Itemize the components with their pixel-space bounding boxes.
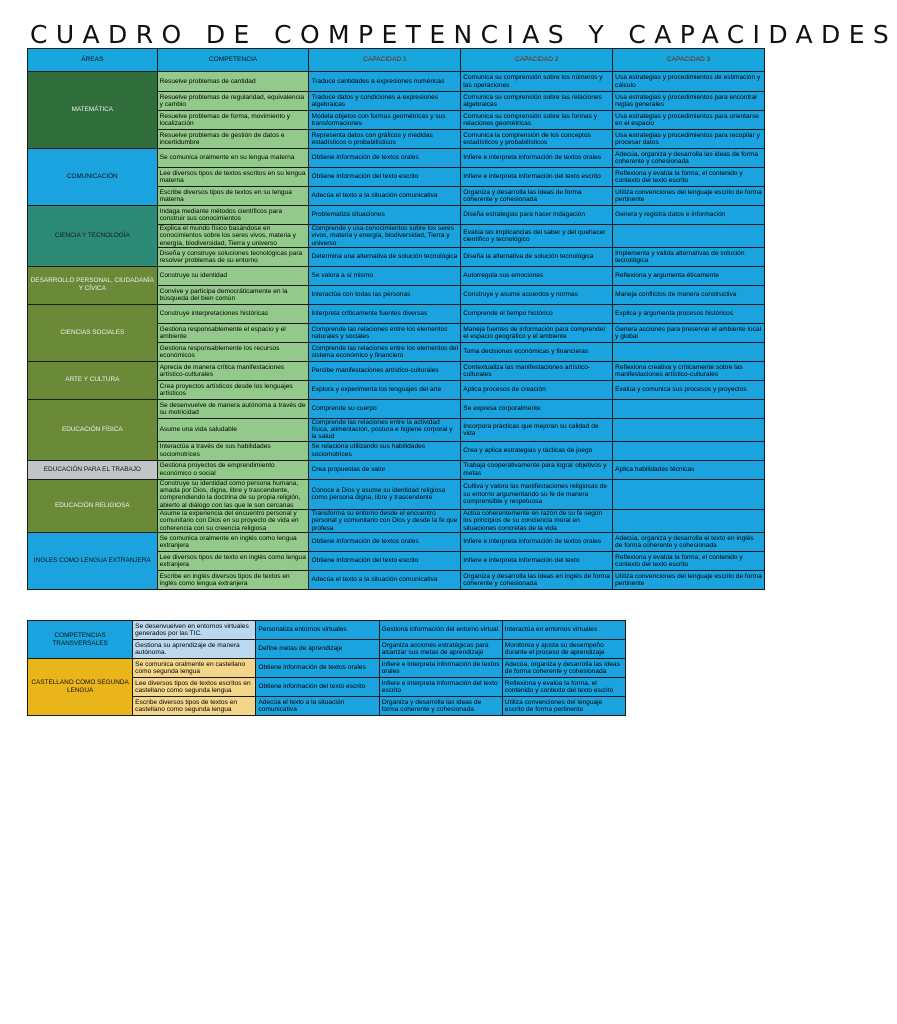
competencia-cell: Indaga mediante métodos científicos para construir sus conocimientos	[157, 206, 309, 225]
table-row	[28, 399, 765, 418]
capacidad-1-cell: Representa datos con gráficos y medidas estadísticos o probabilísticos	[309, 130, 461, 149]
capacidad-1-cell: Traduce cantidades a expresiones numéricas	[309, 72, 461, 92]
capacidad-3-cell: Reflexiona y evalúa la forma, el contenido y contexto del texto escrito	[613, 168, 765, 187]
capacidad-1-cell: Obtiene información del texto escrito	[309, 551, 461, 570]
capacidad-2-cell: Incorpora prácticas que mejoran su calidad de vida	[461, 418, 613, 441]
competencia-cell: Construye interpretaciones históricas	[157, 304, 309, 323]
competencia-cell: Diseña y construye soluciones tecnológicas para resolver problemas de su entorno	[157, 247, 309, 266]
capacidad-2-cell: Comprende el tiempo histórico	[461, 304, 613, 323]
table-row	[28, 479, 765, 509]
capacidad-2-cell: Toma decisiones económicas y financieras	[461, 342, 613, 361]
header-capacidad-3: CAPACIDAD 3	[613, 49, 765, 72]
capacidad-3-cell	[613, 225, 765, 248]
capacidad-1-cell: Se valora a sí mismo	[309, 266, 461, 285]
capacidad-2-cell: Comunica la comprensión de los conceptos estadísticos y probabilísticos	[461, 130, 613, 149]
table-row	[28, 460, 765, 479]
header-capacidad-2: CAPACIDAD 2	[461, 49, 613, 72]
capacidad-1-cell: Comprende su cuerpo	[309, 399, 461, 418]
capacidad-3-cell: Reflexiona y argumenta éticamente	[613, 266, 765, 285]
area-cell: EDUCACIÓN FÍSICA	[28, 399, 158, 460]
table-row	[28, 304, 765, 323]
competencia-cell: Gestiona su aprendizaje de manera autónoma.	[133, 640, 256, 659]
competencia-cell: Se comunica oralmente en inglés como lengua extranjera	[157, 532, 309, 551]
capacidad-1-cell: Obtiene información de textos orales	[256, 659, 379, 678]
capacidad-2-cell: Se expresa corporalmente	[461, 399, 613, 418]
competencia-cell: Resuelve problemas de regularidad, equivalencia y cambio	[157, 92, 309, 111]
capacidad-3-cell	[613, 342, 765, 361]
table-row	[28, 659, 626, 678]
capacidad-2-cell: Evalúa las implicancias del saber y del quehacer científico y tecnológico	[461, 225, 613, 248]
capacidad-3-cell: Usa estrategias y procedimientos para recopilar y procesar datos	[613, 130, 765, 149]
competencia-cell: Lee diversos tipos de textos escritos en castellano como segunda lengua	[133, 678, 256, 697]
capacidad-1-cell: Obtiene información del texto escrito	[309, 168, 461, 187]
capacidad-2-cell: Organiza acciones estratégicas para alcanzar sus metas de aprendizaje	[379, 640, 502, 659]
capacidad-3-cell	[613, 418, 765, 441]
page-title: CUADRO DE COMPETENCIAS Y CAPACIDADES	[30, 20, 897, 49]
capacidad-2-cell: Gestiona información del entorno virtual	[379, 621, 502, 640]
capacidad-2-cell: Comunica su comprensión sobre las relaciones algebraicas	[461, 92, 613, 111]
competencia-cell: Construye su identidad como persona humana, amada por Dios, digna, libre y trascendente, comprendiendo la doctrina de su propia religión, abierto al diálogo con las que le son cercanas	[157, 479, 309, 509]
capacidad-1-cell: Adecúa el texto a la situación comunicativa	[256, 697, 379, 716]
capacidad-2-cell: Trabaja cooperativamente para lograr objetivos y metas	[461, 460, 613, 479]
capacidad-1-cell: Percibe manifestaciones artístico-culturales	[309, 361, 461, 380]
area-cell: EDUCACIÓN PARA EL TRABAJO	[28, 460, 158, 479]
capacidad-1-cell: Traduce datos y condiciones a expresiones algebraicas	[309, 92, 461, 111]
capacidad-3-cell: Utiliza convenciones del lenguaje escrito de forma pertinente	[613, 187, 765, 206]
capacidad-3-cell: Explica y argumenta procesos históricos	[613, 304, 765, 323]
area-cell: EDUCACIÓN RELIGIOSA	[28, 479, 158, 532]
capacidad-1-cell: Explora y experimenta los lenguajes del arte	[309, 380, 461, 399]
competencia-cell: Resuelve problemas de cantidad	[157, 72, 309, 92]
capacidad-2-cell: Comunica su comprensión sobre los números y las operaciones	[461, 72, 613, 92]
area-cell: COMPETENCIAS TRANSVERSALES	[28, 621, 133, 659]
capacidad-1-cell: Interactúa con todas las personas	[309, 285, 461, 304]
capacidad-2-cell: Autorregula sus emociones	[461, 266, 613, 285]
header-capacidad-1: CAPACIDAD 1	[309, 49, 461, 72]
competencia-cell: Gestiona responsablemente los recursos económicos	[157, 342, 309, 361]
capacidad-3-cell: Adecúa, organiza y desarrolla el texto en inglés de forma coherente y cohesionada	[613, 532, 765, 551]
area-cell: DESARROLLO PERSONAL, CIUDADANÍA Y CÍVICA	[28, 266, 158, 304]
capacidad-1-cell: Determina una alternativa de solución tecnológica	[309, 247, 461, 266]
capacidad-3-cell: Usa estrategias y procedimientos para orientarse en el espacio	[613, 111, 765, 130]
capacidad-3-cell	[613, 399, 765, 418]
competencia-cell: Gestiona responsablemente el espacio y el ambiente	[157, 323, 309, 342]
capacidad-2-cell: Organiza y desarrolla las ideas de forma coherente y cohesionada	[461, 187, 613, 206]
capacidad-1-cell: Comprende y usa conocimientos sobre los seres vivos, materia y energía, biodiversidad, Tierra y universo	[309, 225, 461, 248]
capacidad-1-cell: Adecúa el texto a la situación comunicativa	[309, 570, 461, 589]
competencia-cell: Interactúa a través de sus habilidades sociomotrices	[157, 441, 309, 460]
capacidad-2-cell: Organiza y desarrolla las ideas en inglés de forma coherente y cohesionada	[461, 570, 613, 589]
capacidad-1-cell: Comprende las relaciones entre la actividad física, alimentación, postura e higiene corporal y la salud	[309, 418, 461, 441]
area-cell: ARTE Y CULTURA	[28, 361, 158, 399]
area-cell: COMUNICACIÓN	[28, 149, 158, 206]
capacidad-3-cell: Usa estrategias y procedimientos para encontrar reglas generales	[613, 92, 765, 111]
competencia-cell: Construye su identidad	[157, 266, 309, 285]
capacidad-2-cell: Infiere e interpreta información de textos orales	[461, 149, 613, 168]
capacidad-2-cell: Aplica procesos de creación	[461, 380, 613, 399]
capacidad-3-cell: Reflexiona y evalúa la forma, el contenido y contexto del texto escrito	[613, 551, 765, 570]
competencia-cell: Se comunica oralmente en su lengua materna	[157, 149, 309, 168]
competencia-cell: Escribe diversos tipos de textos en castellano como segunda lengua	[133, 697, 256, 716]
capacidad-1-cell: Conoce a Dios y asume su identidad religiosa como persona digna, libre y trascendente	[309, 479, 461, 509]
capacidad-2-cell: Infiere e interpreta información del texto escrito	[379, 678, 502, 697]
capacidad-1-cell: Adecúa el texto a la situación comunicativa	[309, 187, 461, 206]
table-row	[28, 361, 765, 380]
capacidad-3-cell: Adecúa, organiza y desarrolla las ideas de forma coherente y cohesionada	[502, 659, 625, 678]
capacidad-3-cell: Adecúa, organiza y desarrolla las ideas de forma coherente y cohesionada	[613, 149, 765, 168]
table-row	[28, 72, 765, 92]
capacidad-2-cell: Organiza y desarrolla las ideas de forma coherente y cohesionada	[379, 697, 502, 716]
capacidad-3-cell: Aplica habilidades técnicas	[613, 460, 765, 479]
capacidad-2-cell: Diseña la alternativa de solución tecnológica	[461, 247, 613, 266]
capacidad-1-cell: Obtiene información de textos orales	[309, 149, 461, 168]
capacidad-3-cell: Reflexiona creativa y críticamente sobre las manifestaciones artístico-culturales	[613, 361, 765, 380]
table-row	[28, 621, 626, 640]
table-row	[28, 149, 765, 168]
capacidad-1-cell: Obtiene información de textos orales	[309, 532, 461, 551]
capacidad-2-cell: Infiere e interpreta información de textos orales	[379, 659, 502, 678]
capacidad-2-cell: Infiere e interpreta información del texto	[461, 551, 613, 570]
competencia-cell: Lee diversos tipos de textos escritos en su lengua materna	[157, 168, 309, 187]
capacidad-3-cell: Implementa y valida alternativas de solución tecnológica	[613, 247, 765, 266]
competencia-cell: Resuelve problemas de forma, movimiento y localización	[157, 111, 309, 130]
capacidad-2-cell: Maneja fuentes de información para comprender el espacio geográfico y el ambiente	[461, 323, 613, 342]
competencia-cell: Asume la experiencia del encuentro personal y comunitario con Dios en su proyecto de vida en coherencia con su creencia religiosa	[157, 509, 309, 532]
capacidad-1-cell: Define metas de aprendizaje	[256, 640, 379, 659]
area-cell: CASTELLANO COMO SEGUNDA LENGUA	[28, 659, 133, 716]
capacidad-2-cell: Construye y asume acuerdos y normas	[461, 285, 613, 304]
table-row	[28, 266, 765, 285]
table-row	[28, 206, 765, 225]
capacidad-1-cell: Interpreta críticamente fuentes diversas	[309, 304, 461, 323]
competencia-cell: Escribe diversos tipos de textos en su lengua materna	[157, 187, 309, 206]
table-row	[28, 532, 765, 551]
capacidad-2-cell: Infiere e interpreta información del texto escrito	[461, 168, 613, 187]
capacidad-3-cell: Utiliza convenciones del lenguaje escrito de forma pertinente	[613, 570, 765, 589]
capacidad-1-cell: Comprende las relaciones entre los elementos del sistema económico y financiero	[309, 342, 461, 361]
area-cell: CIENCIAS SOCIALES	[28, 304, 158, 361]
competencia-cell: Gestiona proyectos de emprendimiento económico o social	[157, 460, 309, 479]
area-cell: CIENCIA Y TECNOLOGÍA	[28, 206, 158, 267]
capacidad-1-cell: Personaliza entornos virtuales	[256, 621, 379, 640]
capacidad-3-cell: Reflexiona y evalúa la forma, el contenido y contexto del texto escrito	[502, 678, 625, 697]
competencia-cell: Se desenvuelven en entornos virtuales generados por las TIC.	[133, 621, 256, 640]
competencia-cell: Se comunica oralmente en castellano como segunda lengua	[133, 659, 256, 678]
capacidad-1-cell: Modela objetos con formas geométricas y sus transformaciones	[309, 111, 461, 130]
table-header-row	[28, 49, 765, 72]
capacidad-3-cell: Monitorea y ajusta su desempeño durante el proceso de aprendizaje	[502, 640, 625, 659]
capacidad-2-cell: Contextualiza las manifestaciones artístico-culturales	[461, 361, 613, 380]
capacidad-3-cell	[613, 479, 765, 509]
capacidad-1-cell: Crea propuestas de valor	[309, 460, 461, 479]
competencia-cell: Crea proyectos artísticos desde los lenguajes artísticos	[157, 380, 309, 399]
competencia-cell: Escribe en inglés diversos tipos de textos en inglés como lengua extranjera	[157, 570, 309, 589]
capacidad-3-cell	[613, 509, 765, 532]
capacidad-1-cell: Problematiza situaciones	[309, 206, 461, 225]
header-areas: ÁREAS	[28, 49, 158, 72]
competencia-cell: Aprecia de manera crítica manifestaciones artístico-culturales	[157, 361, 309, 380]
competencia-cell: Lee diversos tipos de texto en inglés como lengua extranjera	[157, 551, 309, 570]
competencia-cell: Asume una vida saludable	[157, 418, 309, 441]
capacidad-2-cell: Actúa coherentemente en razón de su fe según los principios de su conciencia moral en situaciones concretas de la vida	[461, 509, 613, 532]
capacidad-3-cell: Usa estrategias y procedimientos de estimación y cálculo	[613, 72, 765, 92]
capacidad-2-cell: Crea y aplica estrategias y tácticas de juego	[461, 441, 613, 460]
area-cell: INGLES COMO LENGUA EXTRANJERA	[28, 532, 158, 589]
competencia-cell: Convive y participa democráticamente en la búsqueda del bien común	[157, 285, 309, 304]
capacidad-3-cell: Genera y registra datos e información	[613, 206, 765, 225]
competencia-cell: Explica el mundo físico basándose en conocimientos sobre los seres vivos, materia y energía, biodiversidad, Tierra y universo	[157, 225, 309, 248]
competencia-cell: Se desenvuelve de manera autónoma a través de su motricidad	[157, 399, 309, 418]
capacidad-3-cell: Evalúa y comunica sus procesos y proyectos	[613, 380, 765, 399]
header-competencia: COMPETENCIA	[157, 49, 309, 72]
capacidad-2-cell: Comunica su comprensión sobre las formas y relaciones geométricas	[461, 111, 613, 130]
capacidad-3-cell: Utiliza convenciones del lenguaje escrito de forma pertinente	[502, 697, 625, 716]
capacidad-3-cell: Maneja conflictos de manera constructiva	[613, 285, 765, 304]
capacidad-1-cell: Transforma su entorno desde el encuentro personal y comunitario con Dios y desde la fe que profesa	[309, 509, 461, 532]
area-cell: MATEMÁTICA	[28, 72, 158, 149]
transversales-table	[27, 620, 626, 716]
capacidad-1-cell: Obtiene información del texto escrito	[256, 678, 379, 697]
capacidad-1-cell: Se relaciona utilizando sus habilidades sociomotrices	[309, 441, 461, 460]
capacidad-2-cell: Diseña estrategias para hacer indagación	[461, 206, 613, 225]
capacidad-2-cell: Infiere e interpreta información de textos orales	[461, 532, 613, 551]
capacidad-3-cell: Genera acciones para preservar el ambiente local y global	[613, 323, 765, 342]
competencias-table	[27, 48, 765, 590]
capacidad-2-cell: Cultiva y valora las manifestaciones religiosas de su entorno argumentando su fe de manera comprensible y respetuosa	[461, 479, 613, 509]
capacidad-3-cell	[613, 441, 765, 460]
capacidad-3-cell: Interactúa en entornos virtuales	[502, 621, 625, 640]
capacidad-1-cell: Comprende las relaciones entre los elementos naturales y sociales	[309, 323, 461, 342]
competencia-cell: Resuelve problemas de gestión de datos e incertidumbre	[157, 130, 309, 149]
